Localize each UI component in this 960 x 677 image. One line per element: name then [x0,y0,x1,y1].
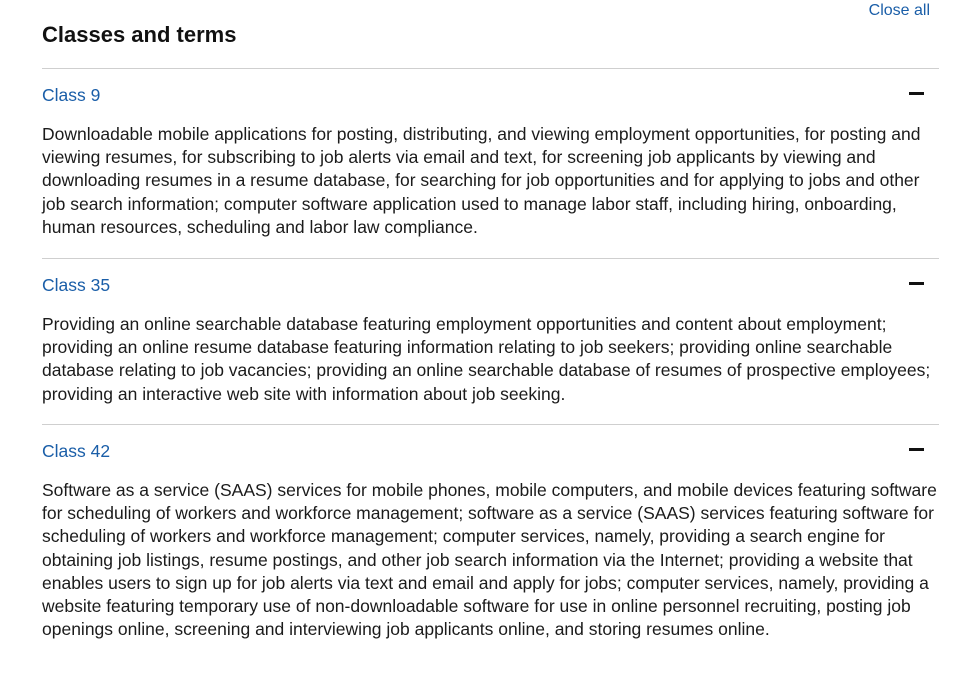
class-42-description: Software as a service (SAAS) services for mobile phones, mobile computers, and mobile devices featuring software for scheduling of workers and workforce management; software as a service (SAAS) services featuring software for scheduling of workers and workforce management; computer services, namely, providing a search engine for obtaining job listings, resume postings, and other job search information via the Internet; providing a website that enables users to sign up for job alerts via text and email and apply for jobs; computer services, namely, providing a website featuring temporary use of non-downloadable software for use in online personnel recruiting, posting job openings online, screening and interviewing job applicants online, and storing resumes online. [42,480,937,640]
class-section-42 [42,424,939,677]
class-42-header[interactable] [42,425,939,477]
classes-accordion [42,68,939,677]
collapse-minus-icon[interactable] [909,448,924,451]
class-section-35 [42,258,939,424]
class-35-header[interactable] [42,259,939,311]
class-9-header[interactable] [42,69,939,121]
class-35-description: Providing an online searchable database featuring employment opportunities and content about employment; providing an online resume database featuring information relating to job seekers; providing online searchable database relating to job vacancies; providing an online searchable database of resumes of prospective employees; providing an interactive web site with information about job seeking. [42,314,931,404]
class-section-9 [42,68,939,258]
class-9-label[interactable]: Class 9 [42,85,101,105]
class-42-label[interactable]: Class 42 [42,441,111,461]
page-title: Classes and terms [42,22,237,47]
class-35-label[interactable]: Class 35 [42,275,111,295]
close-all-link[interactable]: Close all [868,2,930,19]
collapse-minus-icon[interactable] [909,92,924,95]
collapse-minus-icon[interactable] [909,282,924,285]
class-9-description: Downloadable mobile applications for posting, distributing, and viewing employment opportunities, for posting and viewing resumes, for subscribing to job alerts via email and text, for screening job applicants by viewing and downloading resumes in a resume database, for searching for job opportunities and for applying to jobs and other job search information; computer software application used to manage labor staff, including hiring, onboarding, human resources, scheduling and labor law compliance. [42,124,921,237]
